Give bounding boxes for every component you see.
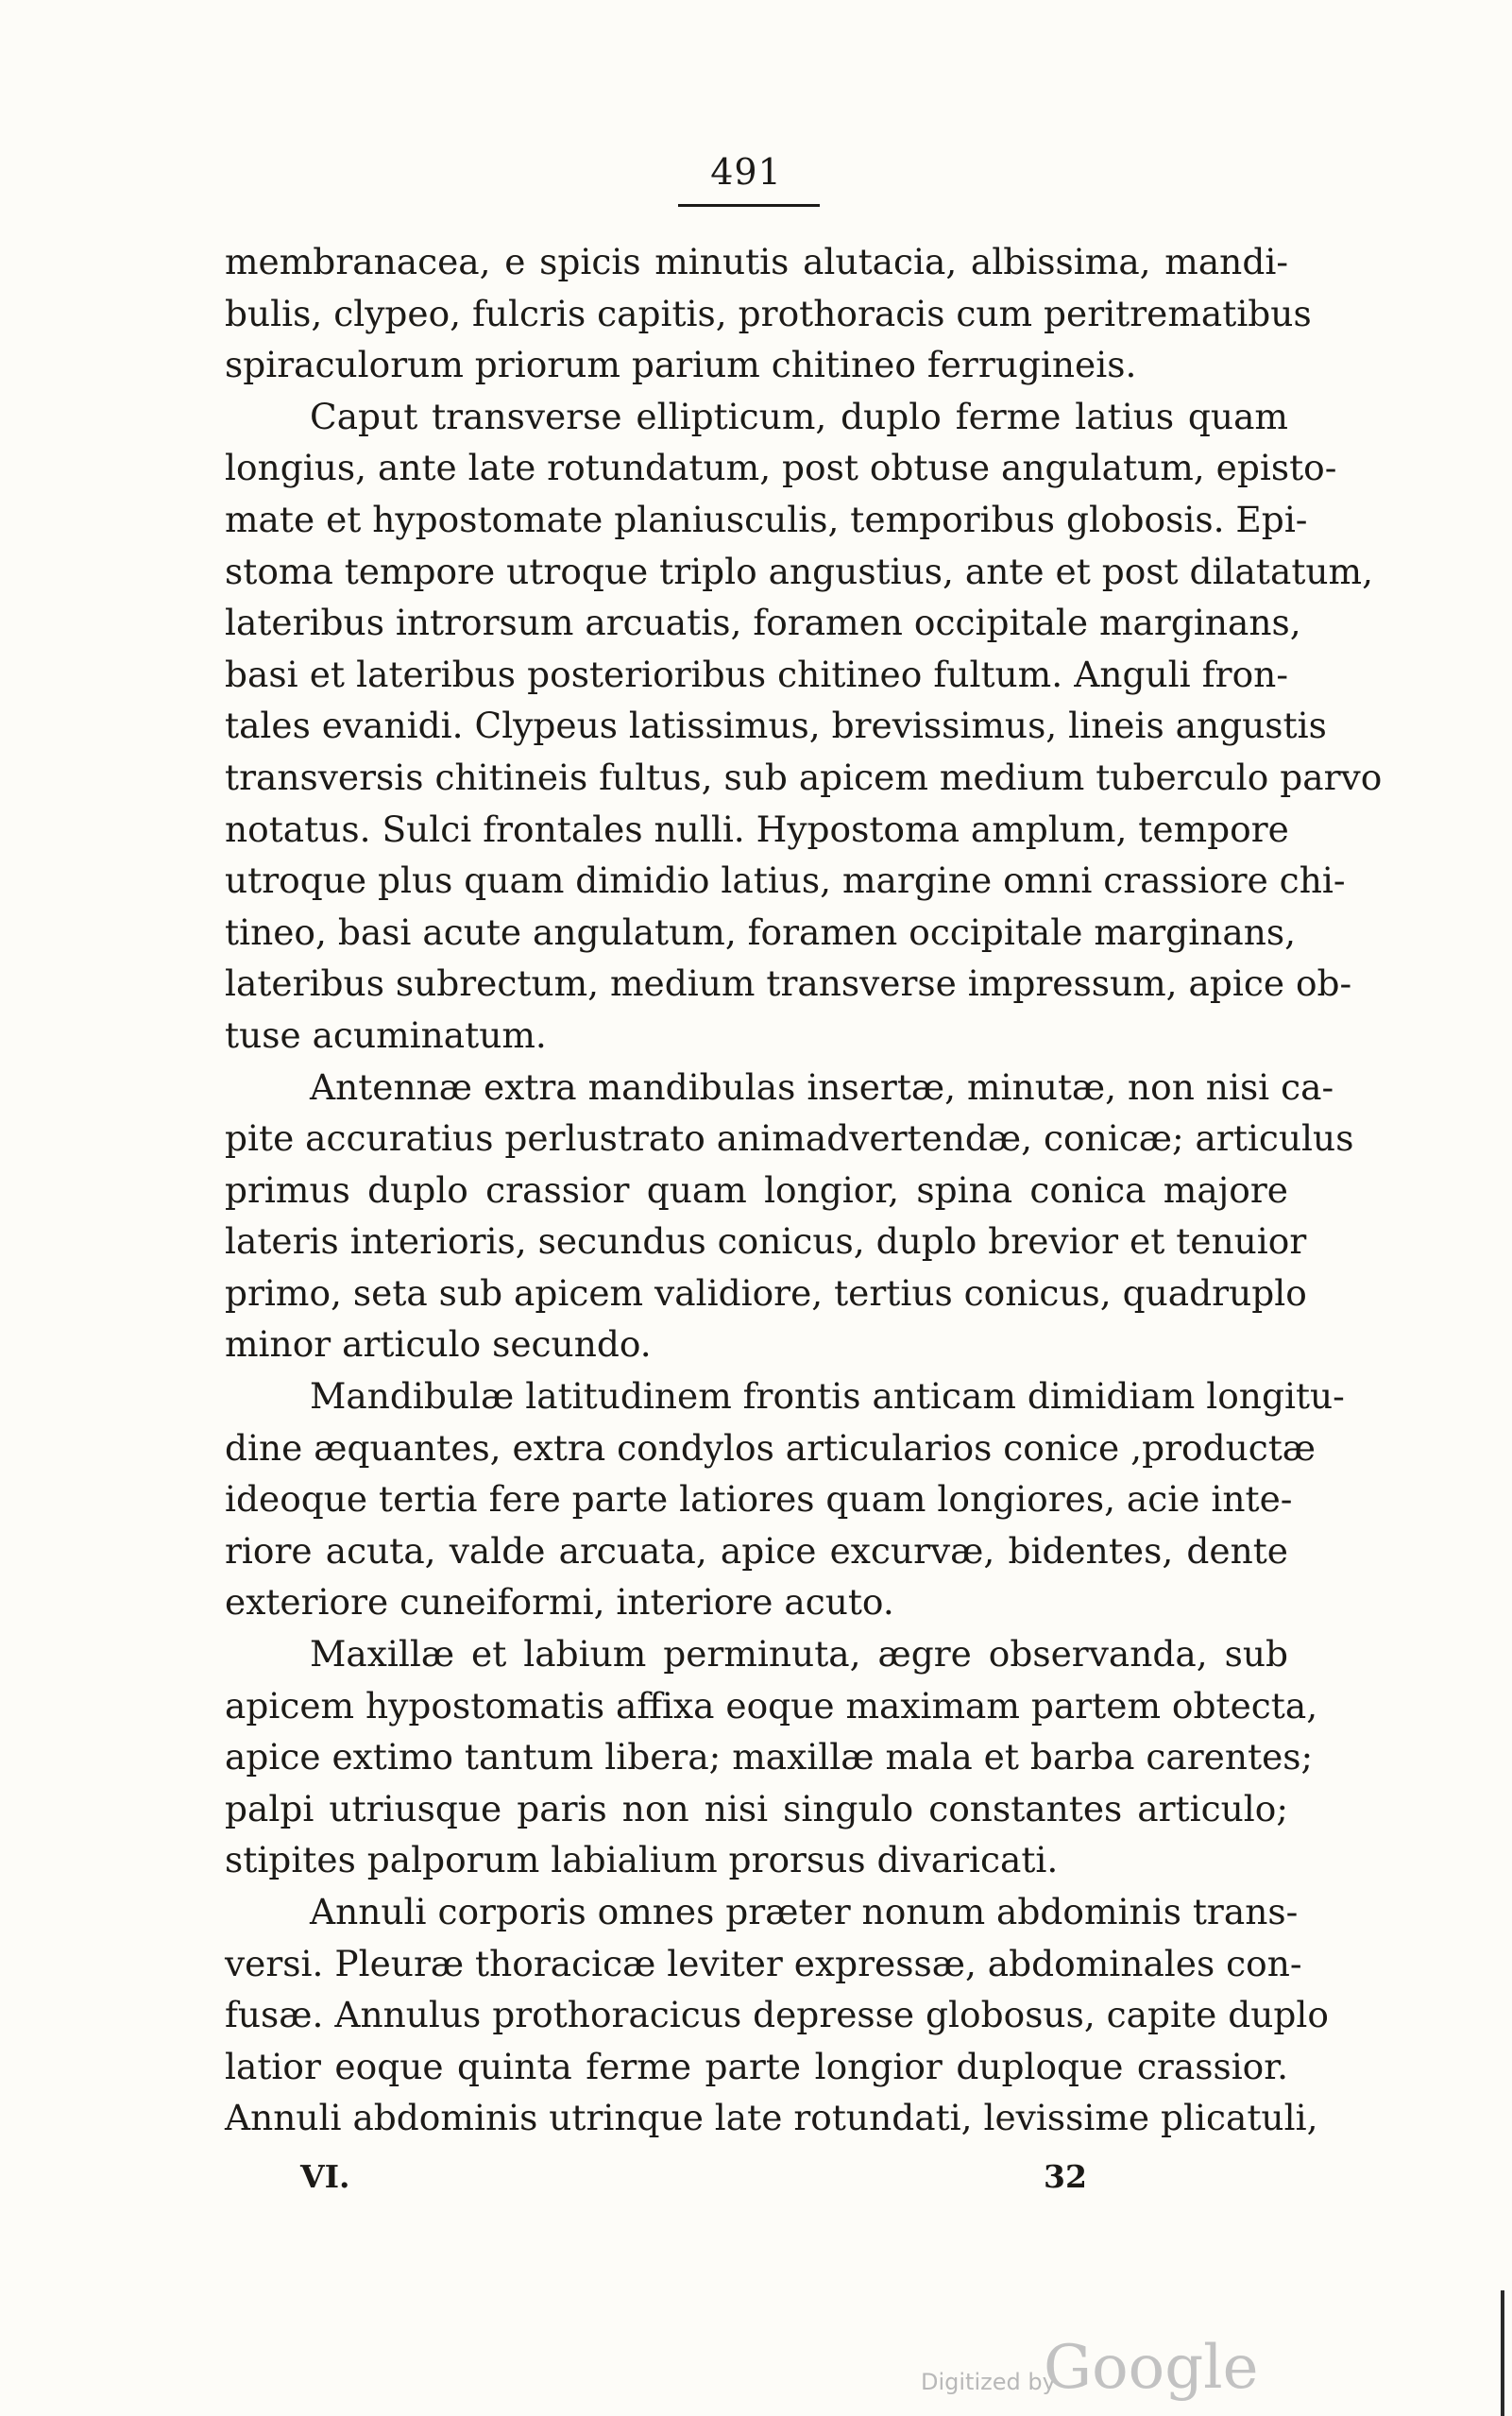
text-line: tuse acuminatum. xyxy=(225,1013,547,1056)
text-line: membranacea, e spicis minutis alutacia, albissima, mandi- xyxy=(225,241,1288,282)
text-line: longius, ante late rotundatum, post obtuse angulatum, episto- xyxy=(225,447,1337,489)
text-line: exteriore cuneiformi, interiore acuto. xyxy=(225,1581,894,1624)
text-line: riore acuta, valde arcuata, apice excurvæ, bidentes, dente xyxy=(225,1529,1288,1572)
scan-edge-mark xyxy=(1501,2290,1504,2416)
text-line: notatus. Sulci frontales nulli. Hypostoma amplum, tempore xyxy=(225,808,1289,850)
paragraph xyxy=(225,1370,1345,1628)
text-line: mate et hypostomate planiusculis, temporibus globosis. Epi- xyxy=(225,498,1308,540)
text-line: Annuli abdominis utrinque late rotundati, levissime plicatuli, xyxy=(225,2097,1318,2139)
paragraph xyxy=(225,391,1383,1062)
body-text xyxy=(225,236,1383,2144)
digitized-by-label: Digitized by xyxy=(921,2369,1056,2395)
text-line: utroque plus quam dimidio latius, margine omni crassiore chi- xyxy=(225,859,1346,902)
text-line: tineo, basi acute angulatum, foramen occipitale marginans, xyxy=(225,910,1297,953)
paragraph xyxy=(225,236,1312,391)
paragraph xyxy=(225,1886,1329,2144)
text-line: tales evanidi. Clypeus latissimus, brevissimus, lineis angustis xyxy=(225,705,1327,747)
text-line: versi. Pleuræ thoracicæ leviter expressæ, abdominales con- xyxy=(225,1942,1302,1984)
page-number: 491 xyxy=(710,151,782,193)
text-line: Mandibulæ latitudinem frontis anticam dimidiam longitu- xyxy=(310,1375,1345,1418)
signature-mark: VI. xyxy=(300,2158,350,2195)
text-line: spiraculorum priorum parium chitineo ferrugineis. xyxy=(225,344,1137,386)
paragraph xyxy=(225,1062,1354,1371)
text-line: lateribus subrectum, medium transverse impressum, apice ob- xyxy=(225,962,1352,1005)
text-line: transversis chitineis fultus, sub apicem medium tuberculo parvo xyxy=(225,756,1383,798)
text-line: Maxillæ et labium perminuta, ægre observanda, sub xyxy=(310,1633,1288,1676)
text-line: palpi utriusque paris non nisi singulo constantes articulo; xyxy=(225,1787,1288,1829)
text-line: ideoque tertia fere parte latiores quam longiores, acie inte- xyxy=(225,1478,1293,1521)
paragraph xyxy=(225,1628,1318,1886)
text-line: latior eoque quinta ferme parte longior duploque crassior. xyxy=(225,2045,1288,2087)
text-line: bulis, clypeo, fulcris capitis, prothoracis cum peritrematibus xyxy=(225,292,1312,334)
text-line: basi et lateribus posterioribus chitineo fultum. Anguli fron- xyxy=(225,653,1288,695)
text-line: lateribus introrsum arcuatis, foramen occipitale marginans, xyxy=(225,602,1301,644)
text-line: dine æquantes, extra condylos articularios conice ,productæ xyxy=(225,1426,1317,1469)
text-line: primo, seta sub apicem validiore, tertius conicus, quadruplo xyxy=(225,1271,1307,1314)
text-line: stipites palporum labialium prorsus divaricati. xyxy=(225,1839,1059,1881)
page-number-rule xyxy=(678,204,820,207)
google-watermark: Google xyxy=(1044,2333,1259,2403)
text-line: pite accuratius perlustrato animadvertendæ, conicæ; articulus xyxy=(225,1117,1354,1160)
text-line: lateris interioris, secundus conicus, duplo brevior et tenuior xyxy=(225,1220,1307,1263)
text-line: minor articulo secundo. xyxy=(225,1323,652,1366)
text-line: fusæ. Annulus prothoracicus depresse globosus, capite duplo xyxy=(225,1994,1329,2036)
text-line: Annuli corporis omnes præter nonum abdominis trans- xyxy=(310,1891,1299,1932)
text-line: apicem hypostomatis affixa eoque maximam partem obtecta, xyxy=(225,1684,1318,1727)
text-line: Caput transverse ellipticum, duplo ferme latius quam xyxy=(310,395,1288,437)
text-line: primus duplo crassior quam longior, spina conica majore xyxy=(225,1168,1288,1211)
quire-number: 32 xyxy=(1044,2158,1087,2195)
text-line: stoma tempore utroque triplo angustius, ante et post dilatatum, xyxy=(225,550,1374,592)
text-line: Antennæ extra mandibulas insertæ, minutæ, non nisi ca- xyxy=(310,1065,1334,1108)
text-line: apice extimo tantum libera; maxillæ mala et barba carentes; xyxy=(225,1736,1314,1778)
